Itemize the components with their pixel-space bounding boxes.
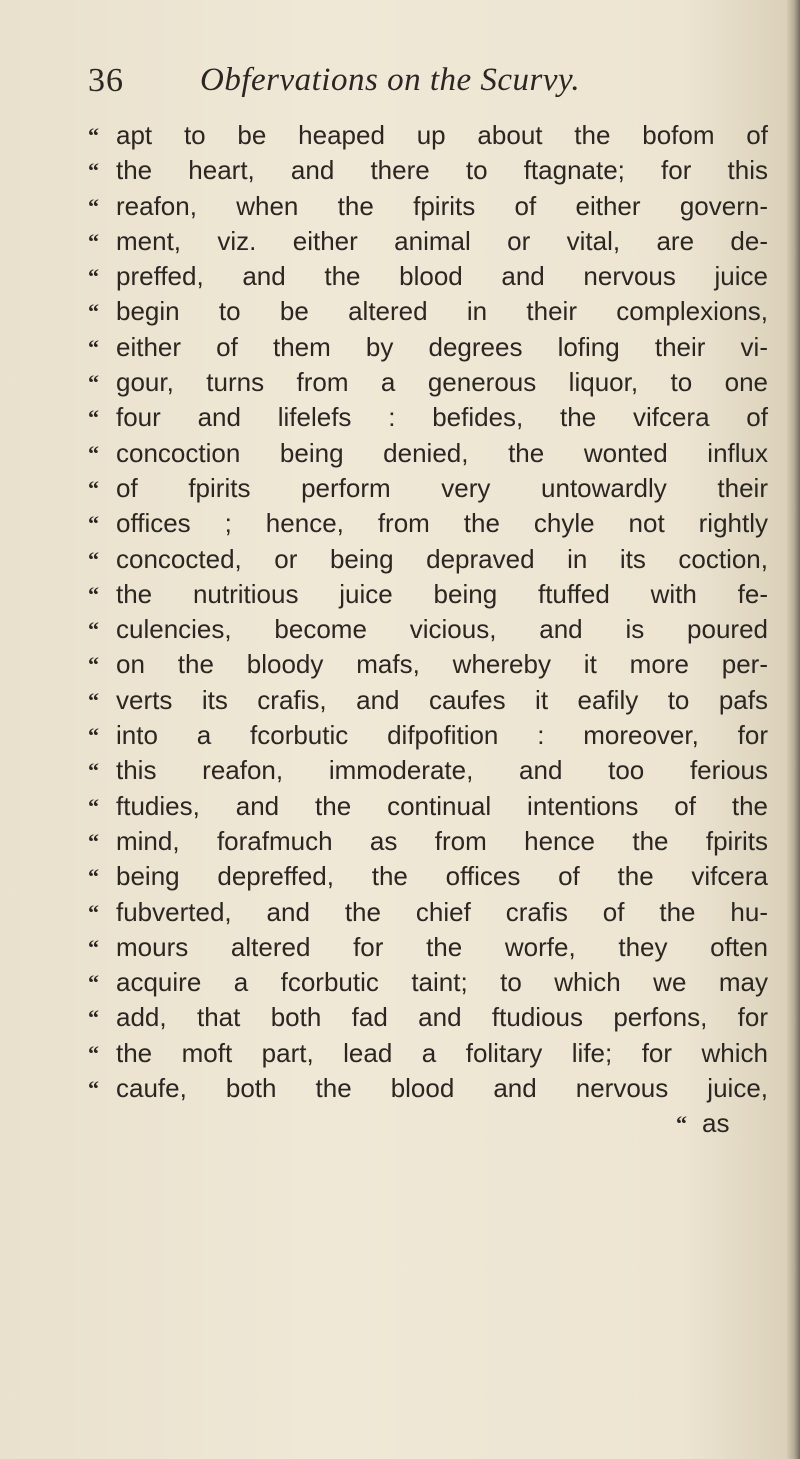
text-line [88,1036,768,1071]
quotation-mark: “ [88,758,99,784]
quotation-mark: “ [88,793,99,819]
quotation-mark: “ [88,934,99,960]
text-line [88,577,768,612]
line-text: preffed, and the blood and nervous juice [116,261,768,292]
text-line [88,471,768,506]
quotation-mark: “ [88,475,99,501]
quotation-mark: “ [88,864,99,890]
quotation-mark: “ [88,1040,99,1066]
quotation-mark: “ [88,652,99,678]
line-text: add, that both fad and ftudious perfons, for [116,1002,768,1033]
text-line [88,965,768,1000]
body-text [88,118,768,1142]
line-text: concoction being denied, the wonted influx [116,437,768,468]
text-line [88,859,768,894]
line-text: acquire a fcorbutic taint; to which we may [116,967,768,998]
text-line [88,789,768,824]
line-text: the moft part, lead a folitary life; for which [116,1037,768,1068]
quotation-mark: “ [88,617,99,643]
page-number: 36 [88,62,124,99]
page-edge-shadow [786,0,800,1459]
quotation-mark: “ [88,1076,99,1102]
quotation-mark: “ [88,228,99,254]
text-line [88,224,768,259]
line-text: on the bloody mafs, whereby it more per- [116,649,768,680]
text-line [88,153,768,188]
text-line [88,1000,768,1035]
quotation-mark: “ [88,723,99,749]
text-line [88,612,768,647]
quotation-mark: “ [88,370,99,396]
text-line [88,683,768,718]
line-text: into a fcorbutic difpofition : moreover, for [116,720,768,751]
quotation-mark: “ [676,1111,687,1137]
line-text: ment, viz. either animal or vital, are de- [116,225,768,256]
quotation-mark: “ [88,1005,99,1031]
line-text: caufe, both the blood and nervous juice, [116,1073,768,1104]
line-text: the nutritious juice being ftuffed with fe- [116,578,768,609]
line-text: the heart, and there to ftagnate; for this [116,155,768,186]
text-line [88,294,768,329]
quotation-mark: “ [88,581,99,607]
quotation-mark: “ [88,264,99,290]
text-line [88,259,768,294]
line-text: concocted, or being depraved in its coction, [116,543,768,574]
quotation-mark: “ [88,334,99,360]
catchword-line [88,1106,768,1141]
line-text: fubverted, and the chief crafis of the hu- [116,896,768,927]
quotation-mark: “ [88,687,99,713]
text-line [88,895,768,930]
line-text: offices ; hence, from the chyle not rightly [116,508,768,539]
text-line [88,930,768,965]
text-line [88,118,768,153]
quotation-mark: “ [88,123,99,148]
line-text: either of them by degrees lofing their vi- [116,331,768,362]
line-text: mours altered for the worfe, they often [116,931,768,962]
page-header [0,62,800,112]
text-line [88,753,768,788]
line-text: gour, turns from a generous liquor, to one [116,367,768,398]
line-text: mind, forafmuch as from hence the fpirits [116,825,768,856]
quotation-mark: “ [88,828,99,854]
text-line [88,718,768,753]
line-text: reafon, when the fpirits of either govern- [116,190,768,221]
text-line [88,542,768,577]
text-line [88,400,768,435]
text-line [88,1071,768,1106]
quotation-mark: “ [88,158,99,184]
line-text: of fpirits perform very untowardly their [116,472,768,503]
quotation-mark: “ [88,299,99,325]
quotation-mark: “ [88,970,99,996]
quotation-mark: “ [88,440,99,466]
line-text: four and lifelefs : befides, the vifcera of [116,402,768,433]
line-text: begin to be altered in their complexions, [116,296,768,327]
running-head: Obfervations on the Scurvy. [200,62,581,98]
quotation-mark: “ [88,193,99,219]
text-line [88,330,768,365]
line-text: ftudies, and the continual intentions of the [116,790,768,821]
quotation-mark: “ [88,546,99,572]
line-text: culencies, become vicious, and is poured [116,614,768,645]
line-text: being depreffed, the offices of the vifcera [116,861,768,892]
text-line [88,824,768,859]
line-text: apt to be heaped up about the bofom of [116,120,768,150]
text-line [88,506,768,541]
text-line [88,647,768,682]
quotation-mark: “ [88,899,99,925]
text-line [88,436,768,471]
text-line [88,365,768,400]
quotation-mark: “ [88,511,99,537]
line-text: this reafon, immoderate, and too ferious [116,755,768,786]
catchword: as [702,1108,730,1139]
quotation-mark: “ [88,405,99,431]
line-text: verts its crafis, and caufes it eafily to pafs [116,684,768,715]
text-line [88,189,768,224]
